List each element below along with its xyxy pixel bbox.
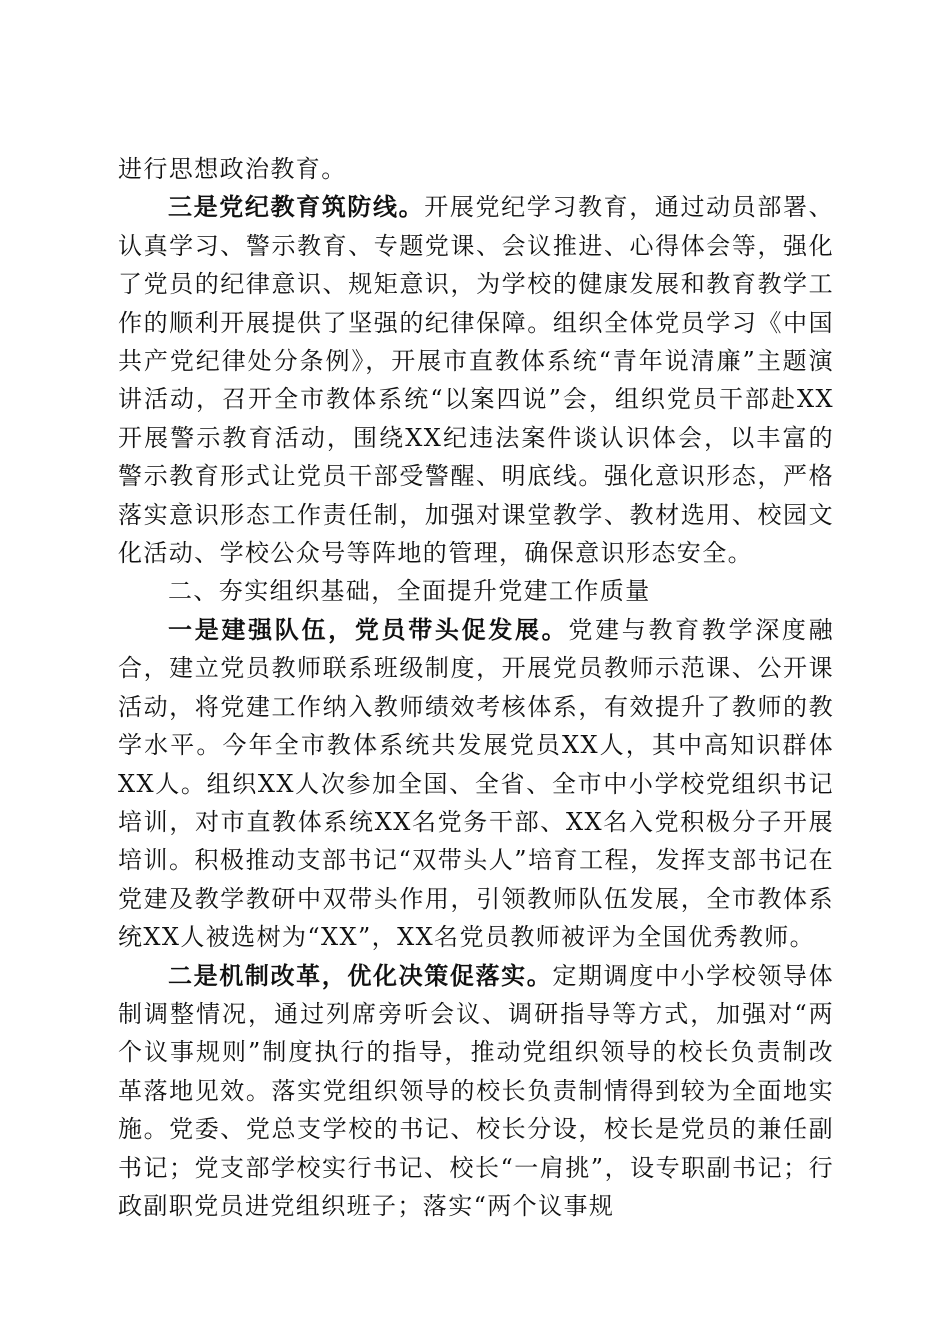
paragraph-lead: 二是机制改革，优化决策促落实。: [168, 961, 553, 990]
paragraph-lead: 三是党纪教育筑防线。: [168, 193, 425, 222]
paragraph-discipline-education: [118, 188, 834, 572]
section-heading: 二、夯实组织基础，全面提升党建工作质量: [168, 577, 651, 606]
document-page: [118, 150, 834, 1225]
paragraph-body: 党建与教育教学深度融合，建立党员教师联系班级制度，开展党员教师示范课、公开课活动，将党建工作纳入教师绩效考核体系，有效提升了教师的教学水平。今年全市教体系统共发展党员XX人，其中高知识群体XX人。组织XX人次参加全国、全省、全市中小学校党组织书记培训，对市直教体系统XX名党务干部、XX名入党积极分子开展培训。积极推动支部书记“双带头人”培育工程，发挥支部书记在党建及教学教研中双带头作用，引领教师队伍发展，全市教体系统XX人被选树为“XX”，XX名党员教师被评为全国优秀教师。: [118, 615, 834, 952]
paragraph-body: 定期调度中小学校领导体制调整情况，通过列席旁听会议、调研指导等方式，加强对“两个议事规则”制度执行的指导，推动党组织领导的校长负责制改革落地见效。落实党组织领导的校长负责制情得到较为全面地实施。党委、党总支学校的书记、校长分设，校长是党员的兼任副书记；党支部学校实行书记、校长“一肩挑”，设专职副书记；行政副职党员进党组织班子；落实“两个议事规: [118, 961, 834, 1220]
paragraph-mechanism-reform: [118, 957, 834, 1226]
paragraph-continuation: 进行思想政治教育。: [118, 155, 347, 183]
paragraph-body: 开展党纪学习教育，通过动员部署、认真学习、警示教育、专题党课、会议推进、心得体会等，强化了党员的纪律意识、规矩意识，为学校的健康发展和教育教学工作的顺利开展提供了坚强的纪律保障。组织全体党员学习《中国共产党纪律处分条例》，开展市直教体系统“青年说清廉”主题演讲活动，召开全市教体系统“以案四说”会，组织党员干部赴XX开展警示教育活动，围绕XX纪违法案件谈认识体会，以丰富的警示教育形式让党员干部受警醒、明底线。强化意识形态，严格落实意识形态工作责任制，加强对课堂教学、教材选用、校园文化活动、学校公众号等阵地的管理，确保意识形态安全。: [118, 193, 835, 568]
paragraph-team-building: [118, 611, 834, 957]
paragraph-lead: 一是建强队伍，党员带头促发展。: [168, 615, 569, 644]
